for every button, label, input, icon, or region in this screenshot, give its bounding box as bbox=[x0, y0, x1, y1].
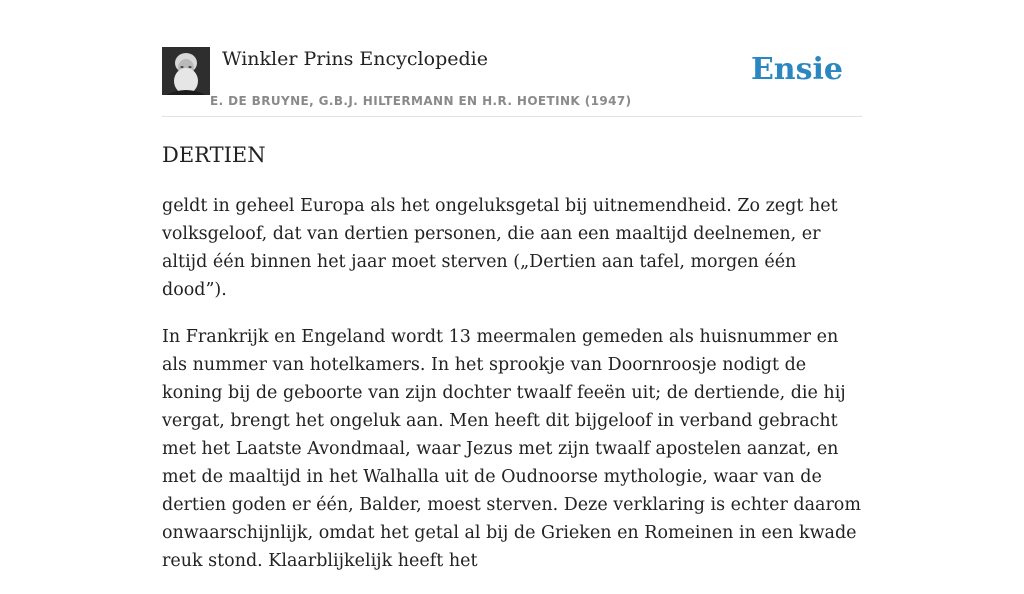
site-header bbox=[162, 46, 862, 117]
entry-title: DERTIEN bbox=[162, 143, 266, 167]
authors-byline: E. DE BRUYNE, G.B.J. HILTERMANN EN H.R. HOETINK (1947) bbox=[210, 94, 632, 108]
ensie-logo[interactable]: Ensie bbox=[750, 52, 843, 87]
site-title[interactable]: Winkler Prins Encyclopedie bbox=[222, 48, 488, 70]
author-avatar bbox=[162, 47, 210, 95]
article-paragraph: geldt in geheel Europa als het ongeluksgetal bij uitnemendheid. Zo zegt het volksgeloof, dat van dertien personen, die aan een maaltijd deelnemen, er altijd één binnen het jaar moet sterven („Dertien aan tafel, morgen één dood”). bbox=[162, 196, 838, 300]
article-body bbox=[162, 192, 864, 594]
article-paragraph: In Frankrijk en Engeland wordt 13 meermalen gemeden als huisnummer en als nummer van hotelkamers. In het sprookje van Doornroosje nodigt de koning bij de geboorte van zijn dochter twaalf feeën uit; de dertiende, die hij vergat, brengt het ongeluk aan. Men heeft dit bijgeloof in verband gebracht met het Laatste Avondmaal, waar Jezus met zijn twaalf apostelen aanzat, en met de maaltijd in het Walhalla uit de Oudnoorse mythologie, waar van de dertien goden er één, Balder, moest sterven. Deze verklaring is echter daarom onwaarschijnlijk, omdat het getal al bij de Grieken en Romeinen in een kwade reuk stond. Klaarblijkelijk heeft het bbox=[162, 327, 861, 571]
